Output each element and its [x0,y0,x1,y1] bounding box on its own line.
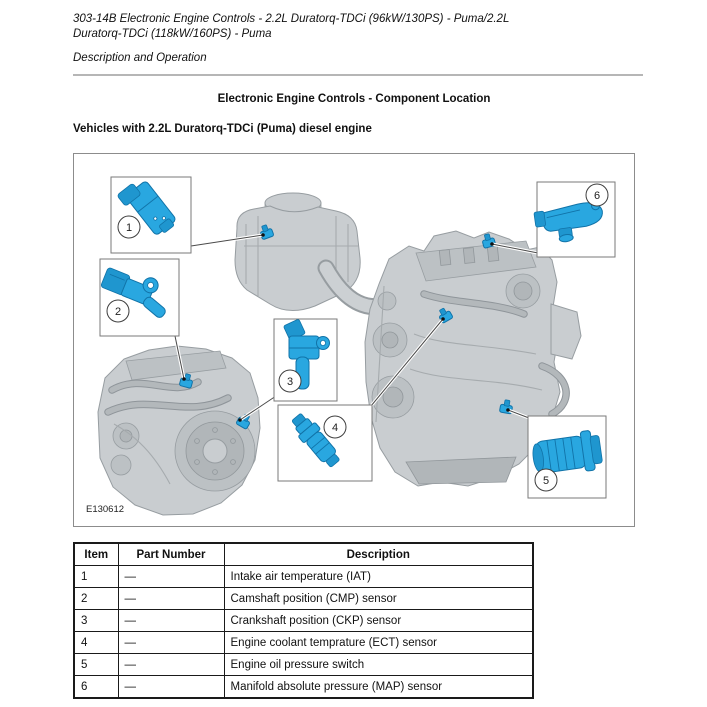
callout-6-number: 6 [593,190,601,202]
callout-6 [534,182,615,257]
item-cell: 2 [74,588,118,610]
breadcrumb-line-1: 303-14B Electronic Engine Controls - 2.2L Duratorq-TDCi (96kW/130PS) - Puma/2.2L [73,13,510,25]
callout-3 [274,319,337,401]
item-cell: 3 [74,610,118,632]
table-row [74,632,533,654]
callout-5-number: 5 [542,475,550,487]
part-number-cell: — [118,610,224,632]
part-number-cell: — [118,676,224,699]
description-cell: Engine coolant temprature (ECT) sensor [224,632,533,654]
callout-1-number: 1 [125,222,133,234]
item-cell: 6 [74,676,118,699]
table-row [74,588,533,610]
col-header-part-number: Part Number [118,543,224,566]
description-cell: Camshaft position (CMP) sensor [224,588,533,610]
component-location-diagram [73,153,635,527]
diagram-canvas [74,154,634,526]
component-table [73,542,534,699]
part-number-cell: — [118,588,224,610]
description-cell: Engine oil pressure switch [224,654,533,676]
part-number-cell: — [118,566,224,588]
item-cell: 4 [74,632,118,654]
description-cell: Intake air temperature (IAT) [224,566,533,588]
section-label: Description and Operation [73,52,207,64]
breadcrumb [73,12,648,42]
callout-3-badge [279,370,301,392]
callout-4-number: 4 [331,422,339,434]
page-title: Electronic Engine Controls - Component Location [217,93,491,105]
part-number-cell: — [118,654,224,676]
col-header-description: Description [224,543,533,566]
col-header-item: Item [74,543,118,566]
callout-4 [278,405,372,481]
callout-2-badge [107,300,129,322]
callout-2 [98,259,179,336]
table-header-row [74,543,533,566]
table-row [74,566,533,588]
callout-3-number: 3 [286,376,294,388]
callout-2-number: 2 [114,306,122,318]
callout-6-badge [586,184,608,206]
doc-header [73,12,648,66]
callout-5-badge [535,469,557,491]
table-row [74,610,533,632]
figure-id-label: E130612 [86,504,125,515]
part-number-cell: — [118,632,224,654]
table-row [74,676,533,699]
description-cell: Manifold absolute pressure (MAP) sensor [224,676,533,699]
callout-5 [528,416,606,498]
breadcrumb-line-2: Duratorq-TDCi (118kW/160PS) - Puma [73,28,272,40]
item-cell: 1 [74,566,118,588]
header-divider [73,74,643,76]
table-row [74,654,533,676]
callout-1 [111,176,191,253]
description-cell: Crankshaft position (CKP) sensor [224,610,533,632]
engine-left-illustration [98,346,260,515]
page-subtitle: Vehicles with 2.2L Duratorq-TDCi (Puma) diesel engine [73,123,372,135]
item-cell: 5 [74,654,118,676]
callout-4-badge [324,416,346,438]
callout-1-badge [118,216,140,238]
